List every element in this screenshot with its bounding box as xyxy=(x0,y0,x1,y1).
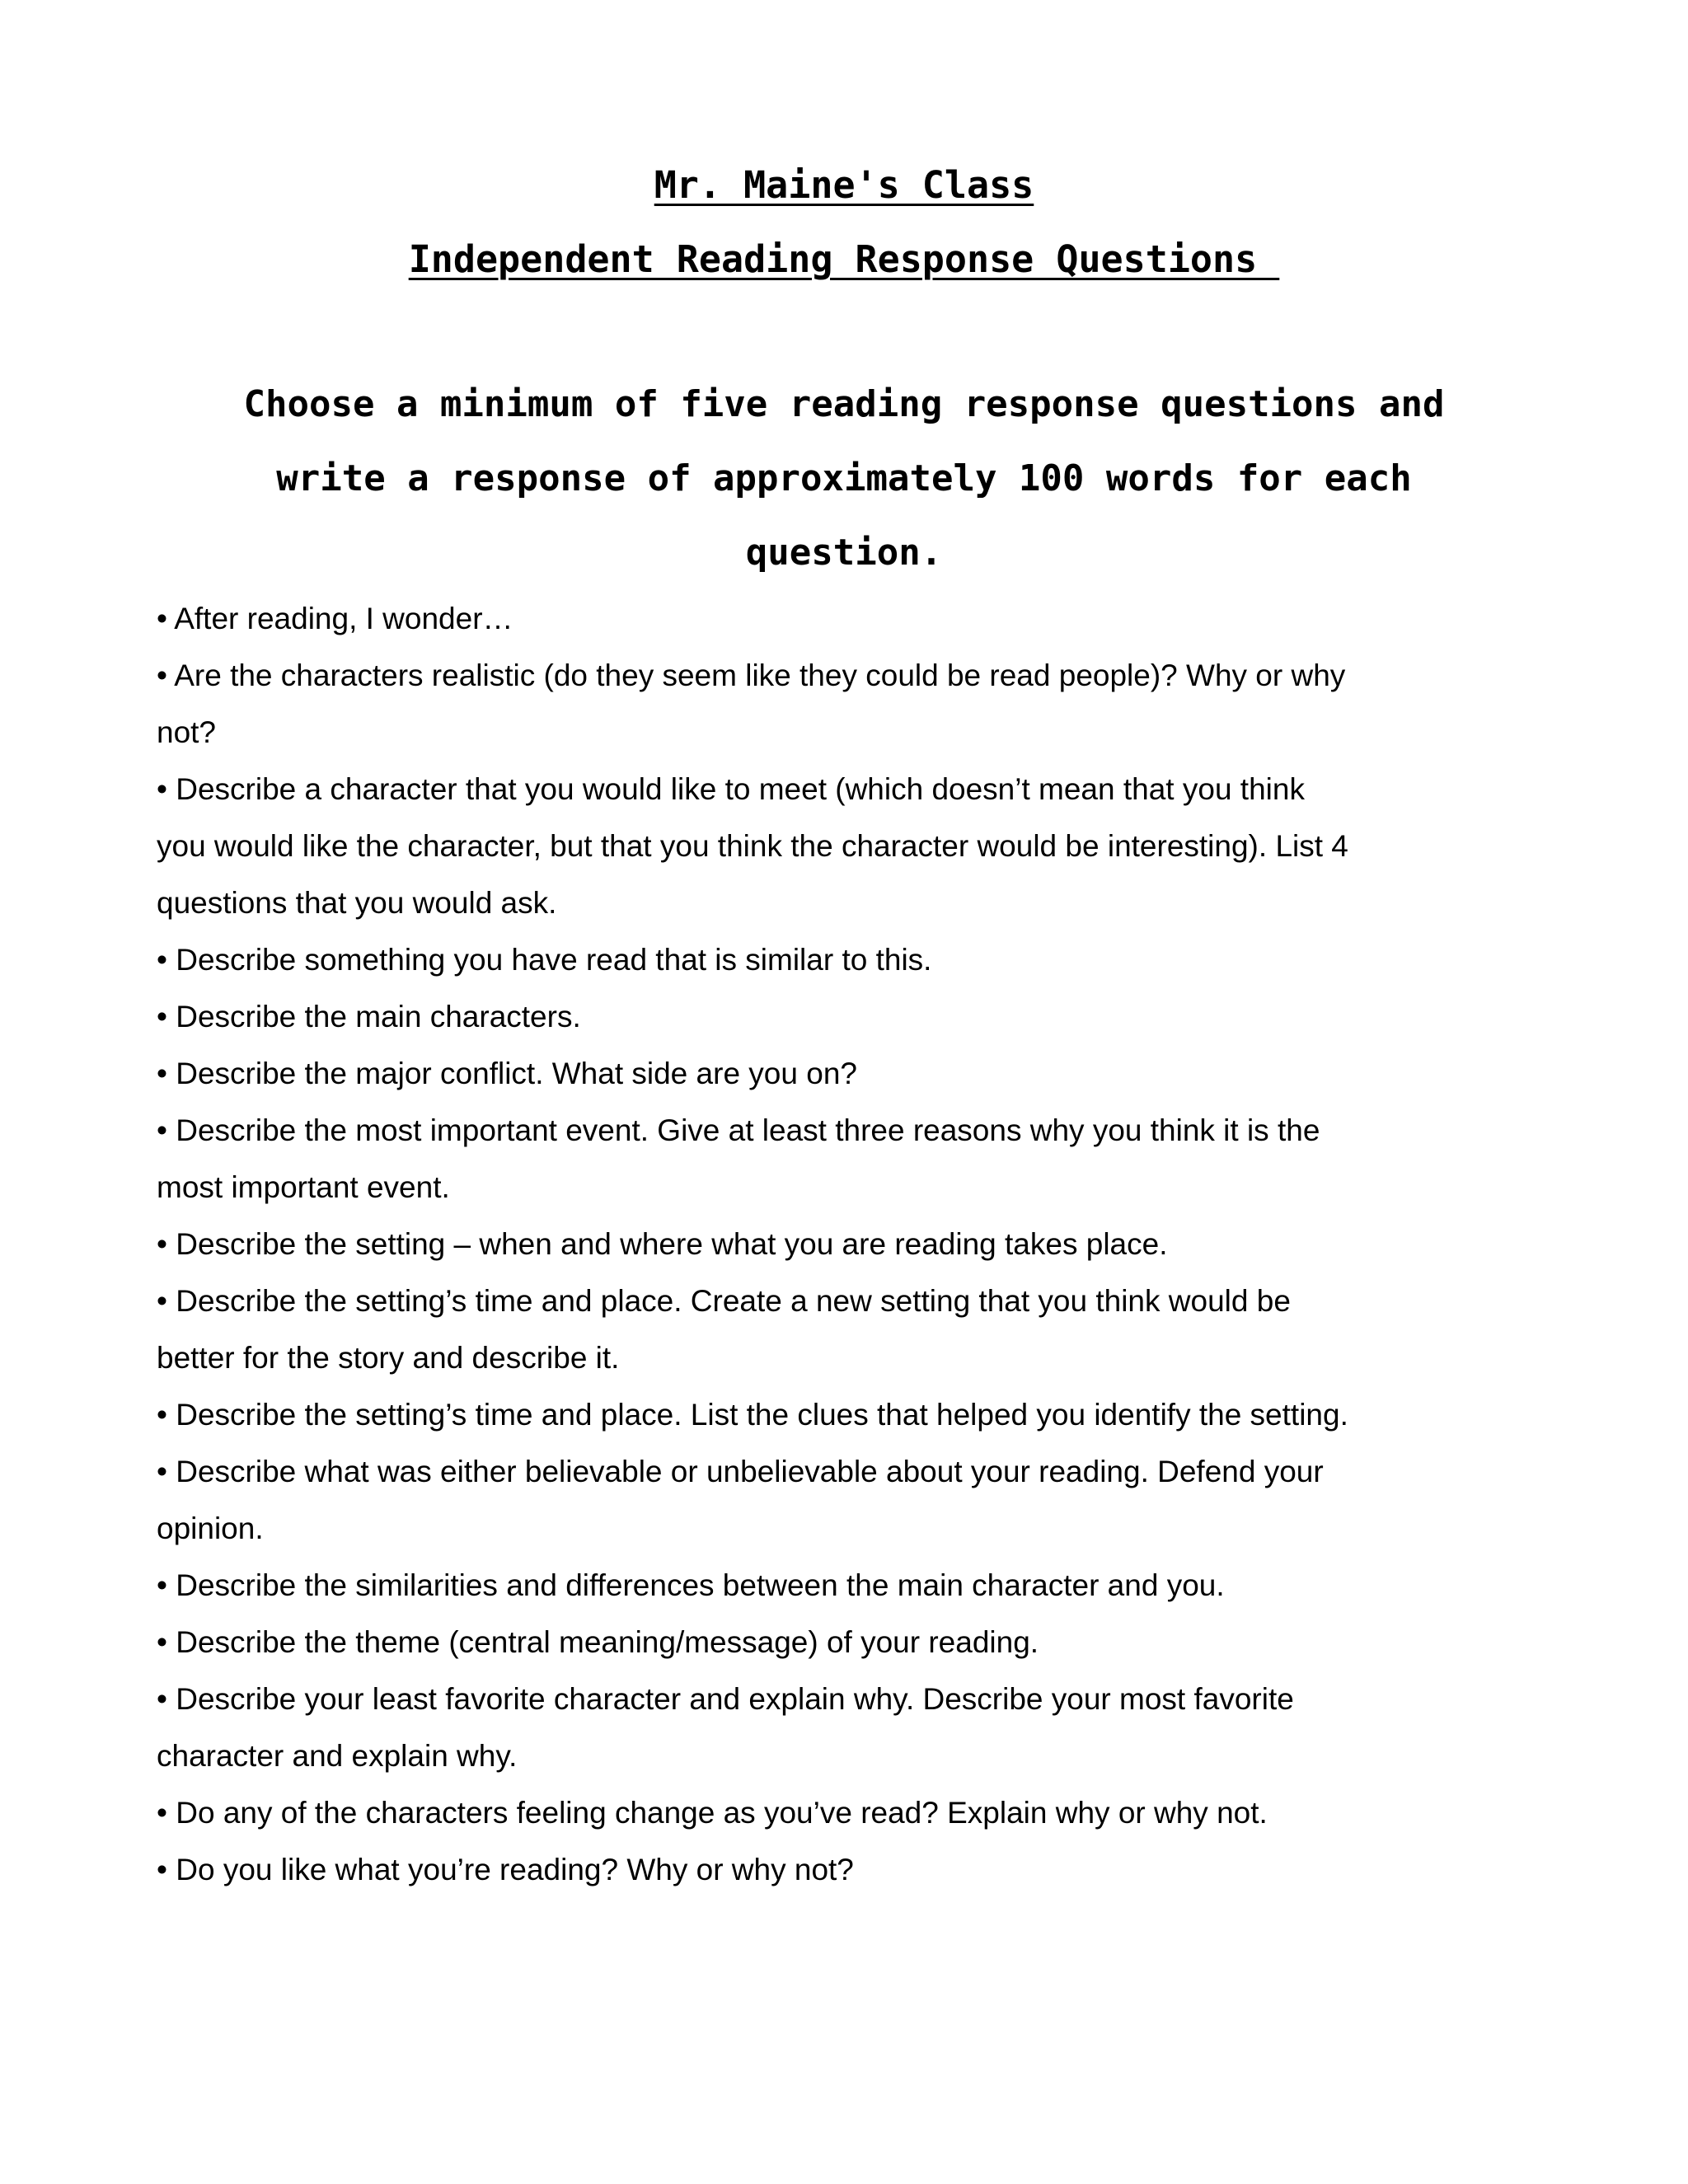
question-item xyxy=(157,1216,1360,1272)
question-text: Describe your least favorite character and explain why. Describe your most favorite character and explain why. xyxy=(157,1682,1294,1773)
bullet-marker: • xyxy=(157,602,167,635)
bullet-marker: • xyxy=(157,1682,167,1716)
question-item xyxy=(157,1614,1360,1671)
class-title: Mr. Maine's Class xyxy=(654,163,1034,207)
question-text: Describe the major conflict. What side are you on? xyxy=(176,1057,857,1090)
question-list xyxy=(157,590,1360,1898)
question-item xyxy=(157,590,1360,647)
question-text: Describe the main characters. xyxy=(176,1000,581,1033)
bullet-marker: • xyxy=(157,1625,167,1659)
bullet-marker: • xyxy=(157,943,167,977)
question-item xyxy=(157,1784,1360,1841)
question-text: Describe the setting – when and where what you are reading takes place. xyxy=(176,1227,1168,1261)
question-item xyxy=(157,1443,1360,1557)
question-text: Describe what was either believable or unbelievable about your reading. Defend your opinion. xyxy=(157,1455,1324,1545)
question-text: Describe a character that you would like to meet (which doesn’t mean that you think you would like the character, but that you think the character would be interesting). List 4 questions that you would ask. xyxy=(157,772,1348,920)
bullet-marker: • xyxy=(157,1796,167,1830)
question-text: After reading, I wonder… xyxy=(174,602,513,635)
question-item xyxy=(157,931,1360,988)
question-item xyxy=(157,1557,1360,1614)
question-item xyxy=(157,1841,1360,1898)
bullet-marker: • xyxy=(157,772,167,806)
question-text: Describe the theme (central meaning/message) of your reading. xyxy=(176,1625,1039,1659)
question-text: Do any of the characters feeling change as you’ve read? Explain why or why not. xyxy=(176,1796,1268,1830)
bullet-marker: • xyxy=(157,1000,167,1033)
question-item xyxy=(157,1671,1360,1784)
bullet-marker: • xyxy=(157,1113,167,1147)
bullet-marker: • xyxy=(157,658,167,692)
question-text: Describe the similarities and differences between the main character and you. xyxy=(176,1568,1225,1602)
question-text: Do you like what you’re reading? Why or why not? xyxy=(176,1853,854,1886)
question-item xyxy=(157,1386,1360,1443)
question-item xyxy=(157,988,1360,1045)
instructions-text: Choose a minimum of five reading response questions and write a response of approximately 100 words for each question. xyxy=(243,383,1445,574)
question-text: Describe the setting’s time and place. List the clues that helped you identify the setting. xyxy=(176,1398,1348,1432)
question-text: Are the characters realistic (do they seem like they could be read people)? Why or why not? xyxy=(157,658,1346,749)
bullet-marker: • xyxy=(157,1455,167,1488)
question-text: Describe the most important event. Give at least three reasons why you think it is the most important event. xyxy=(157,1113,1320,1204)
question-item xyxy=(157,761,1360,931)
bullet-marker: • xyxy=(157,1227,167,1261)
bullet-marker: • xyxy=(157,1568,167,1602)
bullet-marker: • xyxy=(157,1853,167,1886)
document-header xyxy=(0,148,1688,297)
question-item xyxy=(157,647,1360,761)
question-item xyxy=(157,1272,1360,1386)
document-title: Independent Reading Response Questions xyxy=(408,237,1280,281)
bullet-marker: • xyxy=(157,1284,167,1318)
question-item xyxy=(157,1102,1360,1216)
question-item xyxy=(157,1045,1360,1102)
bullet-marker: • xyxy=(157,1398,167,1432)
bullet-marker: • xyxy=(157,1057,167,1090)
question-text: Describe the setting’s time and place. Create a new setting that you think would be better for the story and describe it. xyxy=(157,1284,1291,1375)
question-text: Describe something you have read that is similar to this. xyxy=(176,943,932,977)
